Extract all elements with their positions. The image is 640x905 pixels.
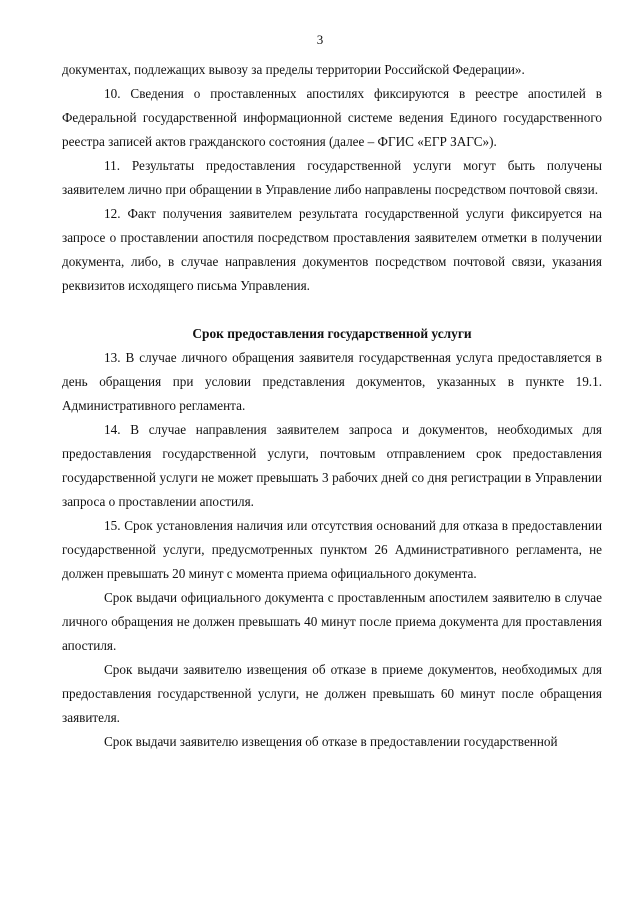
page-number: 3 (316, 32, 324, 47)
paragraph-16: Срок выдачи официального документа с проставленным апостилем заявителю в случае личного обращения не должен превышать 40 минут после приема документа для проставления апостиля. (62, 590, 602, 653)
paragraph-11: 11. Результаты предоставления государственной услуги могут быть получены заявителем лично при обращении в Управление либо направлены посредством почтовой связи. (62, 158, 602, 197)
paragraph-17: Срок выдачи заявителю извещения об отказе в приеме документов, необходимых для предоставления государственной услуги, не должен превышать 60 минут после обращения заявителя. (62, 662, 602, 725)
document-body (62, 58, 602, 754)
paragraph-10: 10. Сведения о проставленных апостилях фиксируются в реестре апостилей в Федеральной государственной информационной системе ведения Единого государственного реестра записей актов гражданского состояния (далее – ФГИС «ЕГР ЗАГС»). (62, 86, 602, 149)
section-heading: Срок предоставления государственной услуги (192, 326, 472, 341)
paragraph-15: 15. Срок установления наличия или отсутствия оснований для отказа в предоставлении государственной услуги, предусмотренных пунктом 26 Административного регламента, не должен превышать 20 минут с момента приема официального документа. (62, 518, 602, 581)
paragraph-continuation: документах, подлежащих вывозу за пределы территории Российской Федерации». (62, 62, 525, 77)
paragraph-12: 12. Факт получения заявителем результата государственной услуги фиксируется на запросе о проставлении апостиля посредством проставления заявителем отметки в получении документа, либо, в случае направления документов посредством почтовой связи, указания реквизитов исходящего письма Управления. (62, 206, 602, 293)
paragraph-13: 13. В случае личного обращения заявителя государственная услуга предоставляется в день обращения при условии представления документов, указанных в пункте 19.1. Административного регламента. (62, 350, 602, 413)
paragraph-18: Срок выдачи заявителю извещения об отказе в предоставлении государственной (104, 734, 558, 749)
paragraph-14: 14. В случае направления заявителем запроса и документов, необходимых для предоставления государственной услуги, почтовым отправлением срок предоставления государственной услуги не может превышать 3 рабочих дней со дня регистрации в Управлении запроса о проставлении апостиля. (62, 422, 602, 509)
